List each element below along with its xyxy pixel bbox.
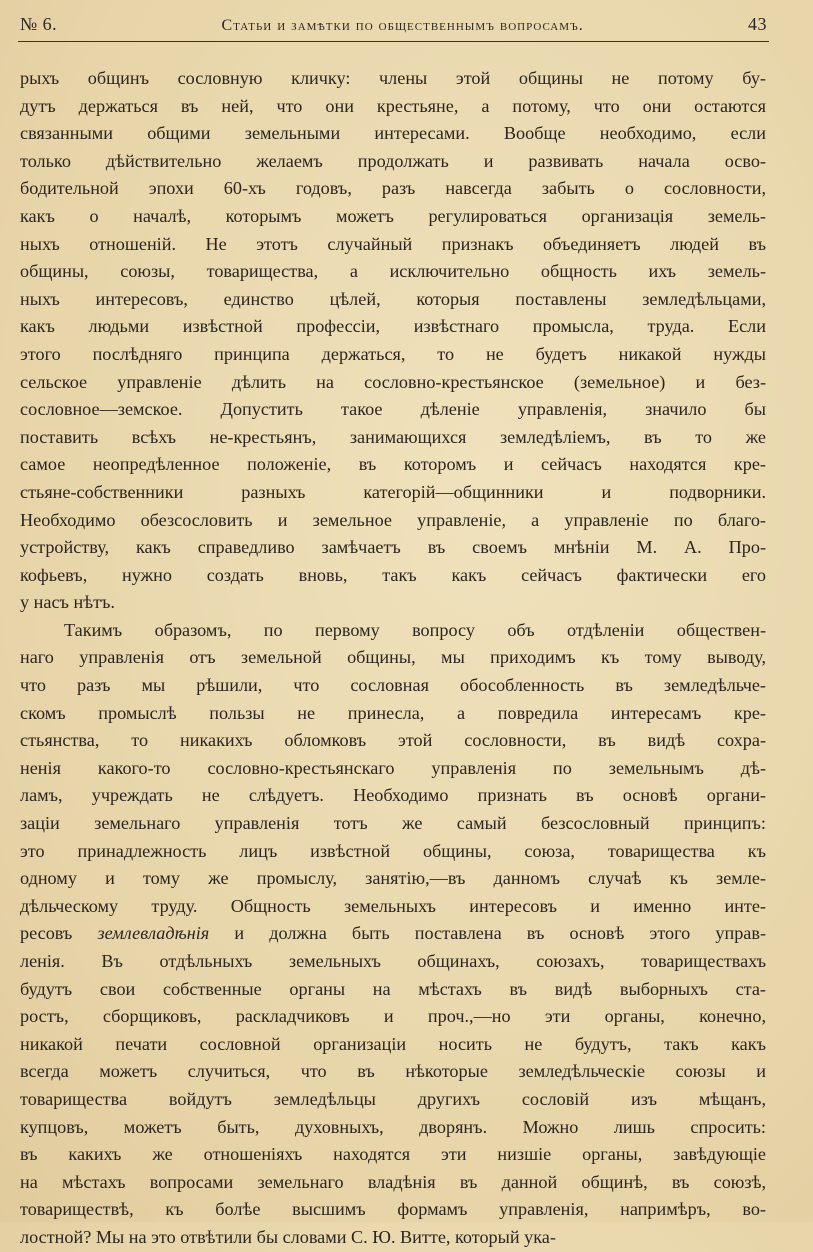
text-line: купцовъ, можетъ быть, духовныхъ, дворянъ. Можно лишь спросить: [20,1116,766,1137]
text-line: всегда можетъ случиться, что въ нѣкоторые земледѣльческіе союзы и [20,1061,766,1082]
text-line: ныхъ интересовъ, единство цѣлей, которыя поставлены земледѣльцами, [20,288,766,309]
text-line: стьяне-собственники разныхъ категорій—общинники и подворники. [20,481,766,502]
text-line: Такимъ образомъ, по первому вопросу объ отдѣленіи обществен- [64,619,766,640]
text-line: Необходимо обезсословить и земельное управленіе, а управленіе по благо- [20,509,766,530]
text-line: поставить всѣхъ не-крестьянъ, занимающихся земледѣліемъ, въ то же [20,426,766,447]
text-line: ростъ, сборщиковъ, раскладчиковъ и проч.,—но эти органы, конечно, [20,1006,766,1027]
text-line: наго управленія отъ земельной общины, мы приходимъ къ тому выводу, [20,647,766,668]
text-line: кофьевъ, нужно создать вновь, такъ какъ сейчасъ фактически его [20,564,766,585]
text-line: ламъ, учреждать не слѣдуетъ. Необходимо признать въ основѣ органи- [20,785,766,806]
text-line: что разъ мы рѣшили, что сословная обособленность въ земледѣльче- [20,675,766,696]
text-line: самое неопредѣленное положеніе, въ которомъ и сейчасъ находятся кре- [20,454,766,475]
text-line: сельское управленіе дѣлить на сословно-крестьянское (земельное) и без- [20,371,766,392]
text-line: общины, союзы, товарищества, а исключительно общность ихъ земель- [20,261,766,282]
text-line: какъ людьми извѣстной профессіи, извѣстнаго промысла, труда. Если [20,316,766,337]
text-line: на мѣстахъ вопросами земельнаго владѣнія въ данной общинѣ, въ союзѣ, [20,1171,766,1192]
text-line: лостной? Мы на это отвѣтили бы словами С. Ю. Витте, который ука- [20,1226,556,1247]
text-line: ныхъ отношеній. Не этотъ случайный признакъ объединяетъ людей въ [20,233,766,254]
text-line: ресовъ землевладѣнія и должна быть поставлена въ основѣ этого управ- [20,923,766,944]
text-line: связанными общими земельными интересами. Вообще необходимо, если [20,123,766,144]
text-line: ненія какого-то сословно-крестьянскаго управленія по земельнымъ дѣ- [20,757,766,778]
text-line: будутъ свои собственные органы на мѣстахъ въ видѣ выборныхъ ста- [20,978,766,999]
body-text [20,65,766,1252]
page-number: 43 [748,14,767,34]
text-line: одному и тому же промыслу, занятію,—въ данномъ случаѣ къ земле- [20,868,766,889]
text-line: бодительной эпохи 60-хъ годовъ, разъ навсегда забыть о сословности, [20,178,766,199]
text-line: этого послѣдняго принципа держаться, то не будетъ никакой нужды [20,343,766,364]
section-title: Статьи и замѣтки по общественнымъ вопросамъ. [221,17,584,34]
header-rule [18,41,769,42]
text-line: никакой печати сословной организаціи носить не будутъ, такъ какъ [20,1033,766,1054]
text-line: это принадлежность лицъ извѣстной общины, союза, товарищества къ [20,840,766,861]
text-line: ленія. Въ отдѣльныхъ земельныхъ общинахъ, союзахъ, товариществахъ [20,951,766,971]
text-line: у насъ нѣтъ. [20,592,115,613]
text-line: стьянства, то никакихъ обломковъ этой сословности, въ видѣ сохра- [20,730,766,751]
issue-number: № 6. [20,14,58,34]
text-line: въ какихъ же отношеніяхъ находятся эти низшіе органы, завѣдующіе [20,1144,766,1165]
text-line: какъ о началѣ, которымъ можетъ регулироваться организація земель- [20,205,766,226]
text-line: устройству, какъ справедливо замѣчаетъ въ своемъ мнѣніи М. А. Про- [20,537,766,558]
text-line: дутъ держаться въ ней, что они крестьяне, а потому, что они остаются [20,95,766,116]
text-line: дѣльческому труду. Общность земельныхъ интересовъ и именно инте- [20,895,766,916]
running-header [20,14,767,40]
text-line: заціи земельнаго управленія тотъ же самый безсословный принципъ: [20,813,766,834]
text-line: товариществѣ, къ болѣе высшимъ формамъ управленія, напримѣръ, во- [20,1199,766,1220]
text-line: товарищества войдутъ земледѣльцы другихъ сословій изъ мѣщанъ, [20,1088,766,1109]
text-line: сословное—земское. Допустить такое дѣленіе управленія, значило бы [20,399,766,420]
text-line: только дѣйствительно желаемъ продолжать и развивать начала осво- [20,150,766,171]
text-line: скомъ промыслѣ пользы не принесла, а повредила интересамъ кре- [20,702,766,723]
emphasized-word: землевладѣнія [97,923,210,944]
text-line: рыхъ общинъ сословную кличку: члены этой общины не потому бу- [20,68,766,88]
